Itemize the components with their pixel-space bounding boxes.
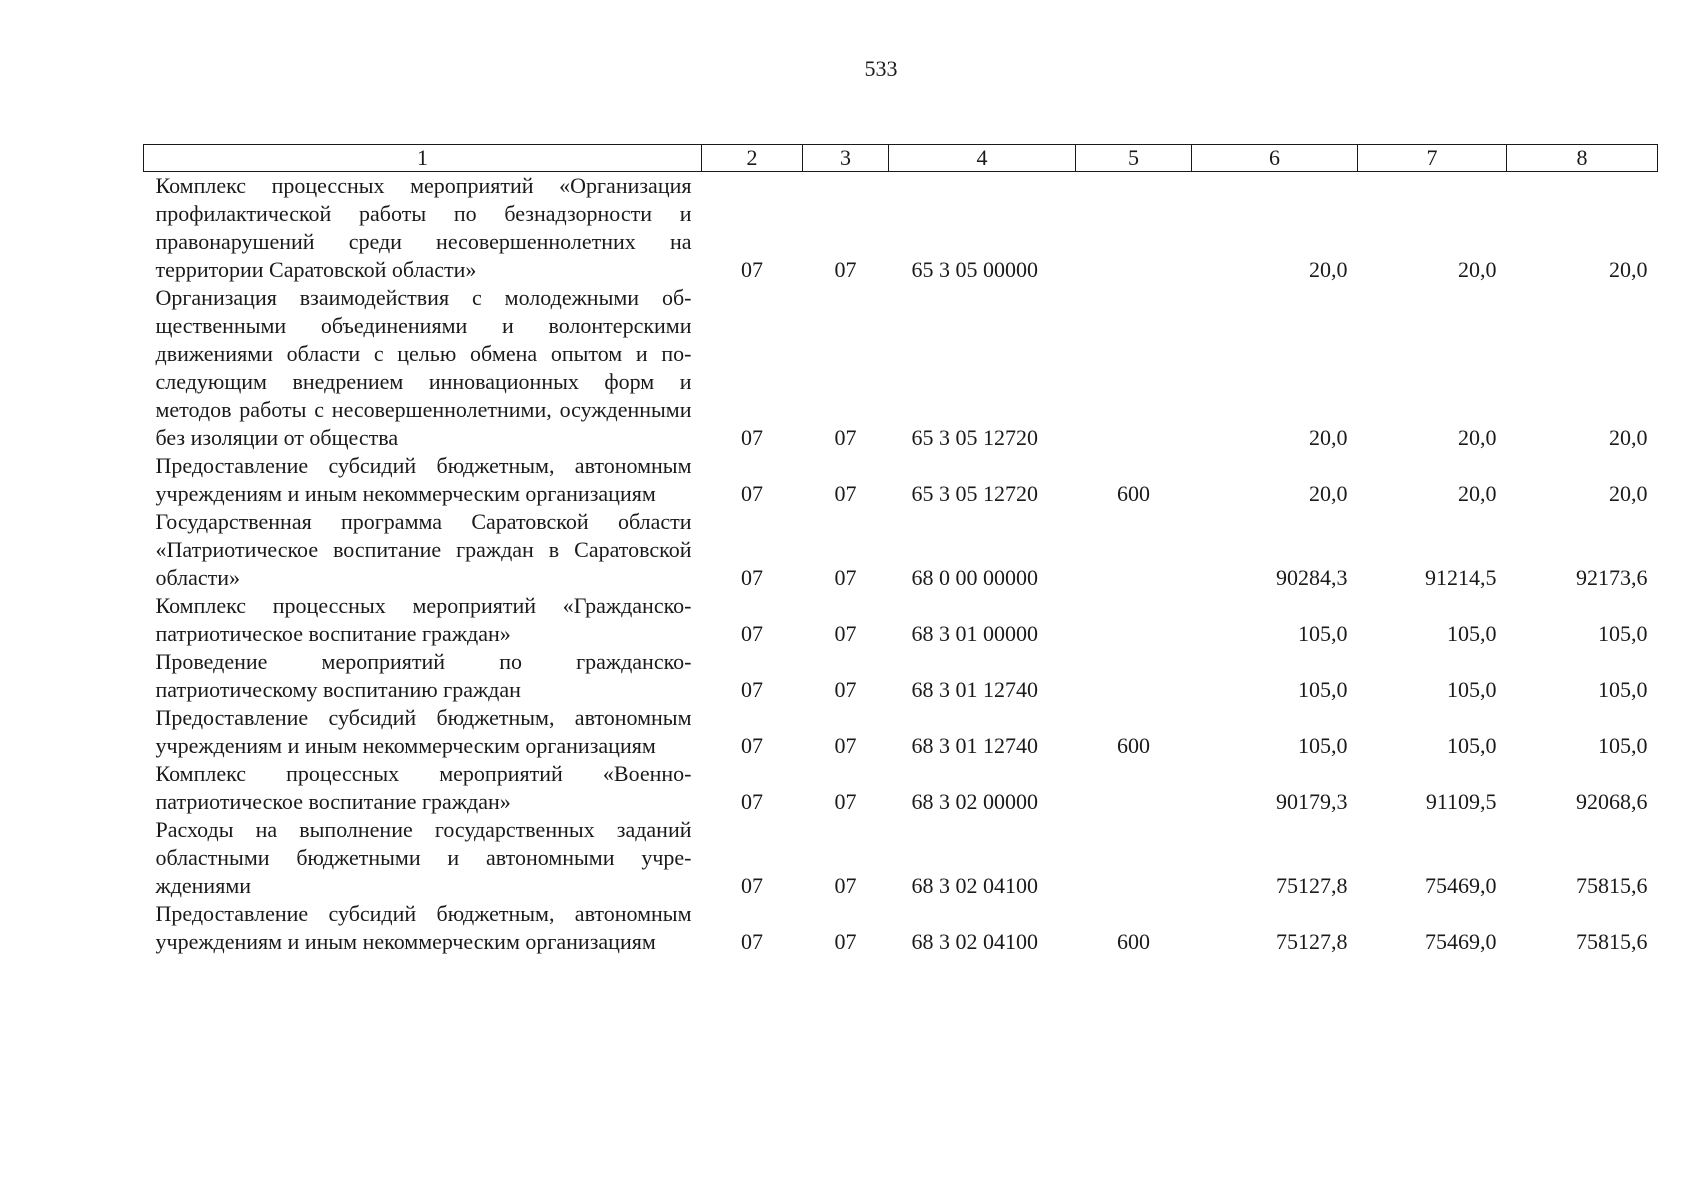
row-amount-year1: 90284,3 — [1276, 565, 1348, 590]
row-section: 07 — [741, 733, 763, 758]
row-amount-year2: 20,0 — [1458, 425, 1497, 450]
row-subsection: 07 — [834, 481, 857, 506]
row-name: Государственная программа Саратовской области «Патриотическое воспитание граждан в Саратовской области» — [155, 509, 692, 590]
row-amount-year2: 75469,0 — [1425, 873, 1497, 898]
header-cell-5: 5 — [1076, 145, 1192, 172]
row-target-article: 68 3 01 12740 — [911, 733, 1038, 758]
row-amount-year1: 90179,3 — [1276, 789, 1348, 814]
row-subsection: 07 — [834, 621, 857, 646]
row-amount-year1: 75127,8 — [1276, 873, 1348, 898]
row-amount-year3: 75815,6 — [1576, 929, 1648, 954]
row-amount-year1: 20,0 — [1309, 425, 1348, 450]
row-name: Комплекс процессных мероприятий «Организация профилактической работы по безнадзорности и правонарушений среди несовершеннолетних на территории Саратовской области» — [155, 173, 692, 282]
row-amount-year3: 20,0 — [1609, 425, 1648, 450]
table-row — [144, 172, 1658, 285]
row-expense-type: 600 — [1117, 733, 1150, 758]
row-amount-year3: 105,0 — [1598, 733, 1648, 758]
row-section: 07 — [741, 789, 763, 814]
row-section: 07 — [741, 257, 763, 282]
row-amount-year1: 20,0 — [1309, 481, 1348, 506]
row-target-article: 68 0 00 00000 — [911, 565, 1038, 590]
row-expense-type — [1076, 508, 1192, 592]
row-expense-type — [1076, 284, 1192, 452]
row-amount-year3: 20,0 — [1609, 481, 1648, 506]
header-cell-1: 1 — [144, 145, 702, 172]
table-row — [144, 592, 1658, 648]
row-subsection: 07 — [834, 565, 857, 590]
row-section: 07 — [741, 565, 763, 590]
row-subsection: 07 — [834, 425, 857, 450]
row-section: 07 — [741, 929, 763, 954]
row-subsection: 07 — [834, 929, 857, 954]
table-row — [144, 760, 1658, 816]
row-expense-type — [1076, 172, 1192, 285]
row-target-article: 65 3 05 12720 — [911, 425, 1038, 450]
page-number: 533 — [864, 56, 898, 81]
row-amount-year2: 105,0 — [1447, 733, 1497, 758]
table-header — [144, 145, 1658, 172]
row-amount-year1: 20,0 — [1309, 257, 1348, 282]
row-target-article: 68 3 01 12740 — [911, 677, 1038, 702]
row-target-article: 65 3 05 12720 — [911, 481, 1038, 506]
table-row — [144, 284, 1658, 452]
row-amount-year2: 91214,5 — [1425, 565, 1497, 590]
budget-table — [143, 144, 1658, 956]
table-row — [144, 704, 1658, 760]
row-amount-year2: 105,0 — [1447, 621, 1497, 646]
row-name: Расходы на выполнение государственных заданий областными бюджетными и автономными учреждениями — [155, 817, 692, 898]
table-row — [144, 452, 1658, 508]
row-expense-type — [1076, 760, 1192, 816]
header-cell-6: 6 — [1192, 145, 1358, 172]
row-amount-year3: 105,0 — [1598, 677, 1648, 702]
table-row — [144, 648, 1658, 704]
row-expense-type: 600 — [1117, 481, 1150, 506]
row-target-article: 68 3 02 04100 — [911, 929, 1038, 954]
row-amount-year3: 75815,6 — [1576, 873, 1648, 898]
row-expense-type — [1076, 816, 1192, 900]
row-target-article: 68 3 01 00000 — [911, 621, 1038, 646]
row-name: Комплекс процессных мероприятий «Гражданско-патриотическое воспитание граждан» — [155, 593, 692, 646]
row-subsection: 07 — [834, 257, 857, 282]
row-amount-year2: 20,0 — [1458, 257, 1497, 282]
row-subsection: 07 — [834, 873, 857, 898]
row-amount-year2: 20,0 — [1458, 481, 1497, 506]
row-amount-year3: 105,0 — [1598, 621, 1648, 646]
row-amount-year1: 75127,8 — [1276, 929, 1348, 954]
row-expense-type: 600 — [1117, 929, 1150, 954]
row-name: Предоставление субсидий бюджетным, автономным учреждениям и иным некоммерческим организациям — [155, 901, 692, 954]
row-name: Комплекс процессных мероприятий «Военно-патриотическое воспитание граждан» — [155, 761, 692, 814]
row-subsection: 07 — [834, 733, 857, 758]
row-amount-year3: 92173,6 — [1576, 565, 1648, 590]
row-section: 07 — [741, 677, 763, 702]
row-subsection: 07 — [834, 677, 857, 702]
row-target-article: 68 3 02 00000 — [911, 789, 1038, 814]
header-cell-8: 8 — [1507, 145, 1658, 172]
row-amount-year3: 20,0 — [1609, 257, 1648, 282]
table-row — [144, 508, 1658, 592]
row-section: 07 — [741, 621, 763, 646]
row-name: Проведение мероприятий по гражданско-патриотическому воспитанию граждан — [155, 649, 692, 702]
row-section: 07 — [741, 873, 763, 898]
row-amount-year1: 105,0 — [1298, 621, 1348, 646]
row-amount-year3: 92068,6 — [1576, 789, 1648, 814]
row-name: Предоставление субсидий бюджетным, автономным учреждениям и иным некоммерческим организациям — [155, 705, 692, 758]
row-target-article: 68 3 02 04100 — [911, 873, 1038, 898]
header-row — [144, 145, 1658, 172]
row-section: 07 — [741, 481, 763, 506]
row-target-article: 65 3 05 00000 — [911, 257, 1038, 282]
row-subsection: 07 — [834, 789, 857, 814]
row-section: 07 — [741, 425, 763, 450]
row-amount-year2: 91109,5 — [1425, 789, 1497, 814]
row-name: Предоставление субсидий бюджетным, автономным учреждениям и иным некоммерческим организациям — [155, 453, 692, 506]
header-cell-2: 2 — [702, 145, 803, 172]
row-expense-type — [1076, 648, 1192, 704]
row-amount-year1: 105,0 — [1298, 677, 1348, 702]
table-body — [144, 172, 1658, 957]
table-row — [144, 816, 1658, 900]
table-row — [144, 900, 1658, 956]
row-expense-type — [1076, 592, 1192, 648]
header-cell-3: 3 — [803, 145, 889, 172]
row-amount-year2: 75469,0 — [1425, 929, 1497, 954]
row-amount-year2: 105,0 — [1447, 677, 1497, 702]
row-name: Организация взаимодействия с молодежными общественными объединениями и волонтерскими движениями области с целью обмена опытом и последующим внедрением инновационных форм и методов работы с несовершеннолетними, осужденными без изоляции от общества — [155, 285, 692, 450]
header-cell-7: 7 — [1358, 145, 1507, 172]
row-amount-year1: 105,0 — [1298, 733, 1348, 758]
header-cell-4: 4 — [889, 145, 1076, 172]
